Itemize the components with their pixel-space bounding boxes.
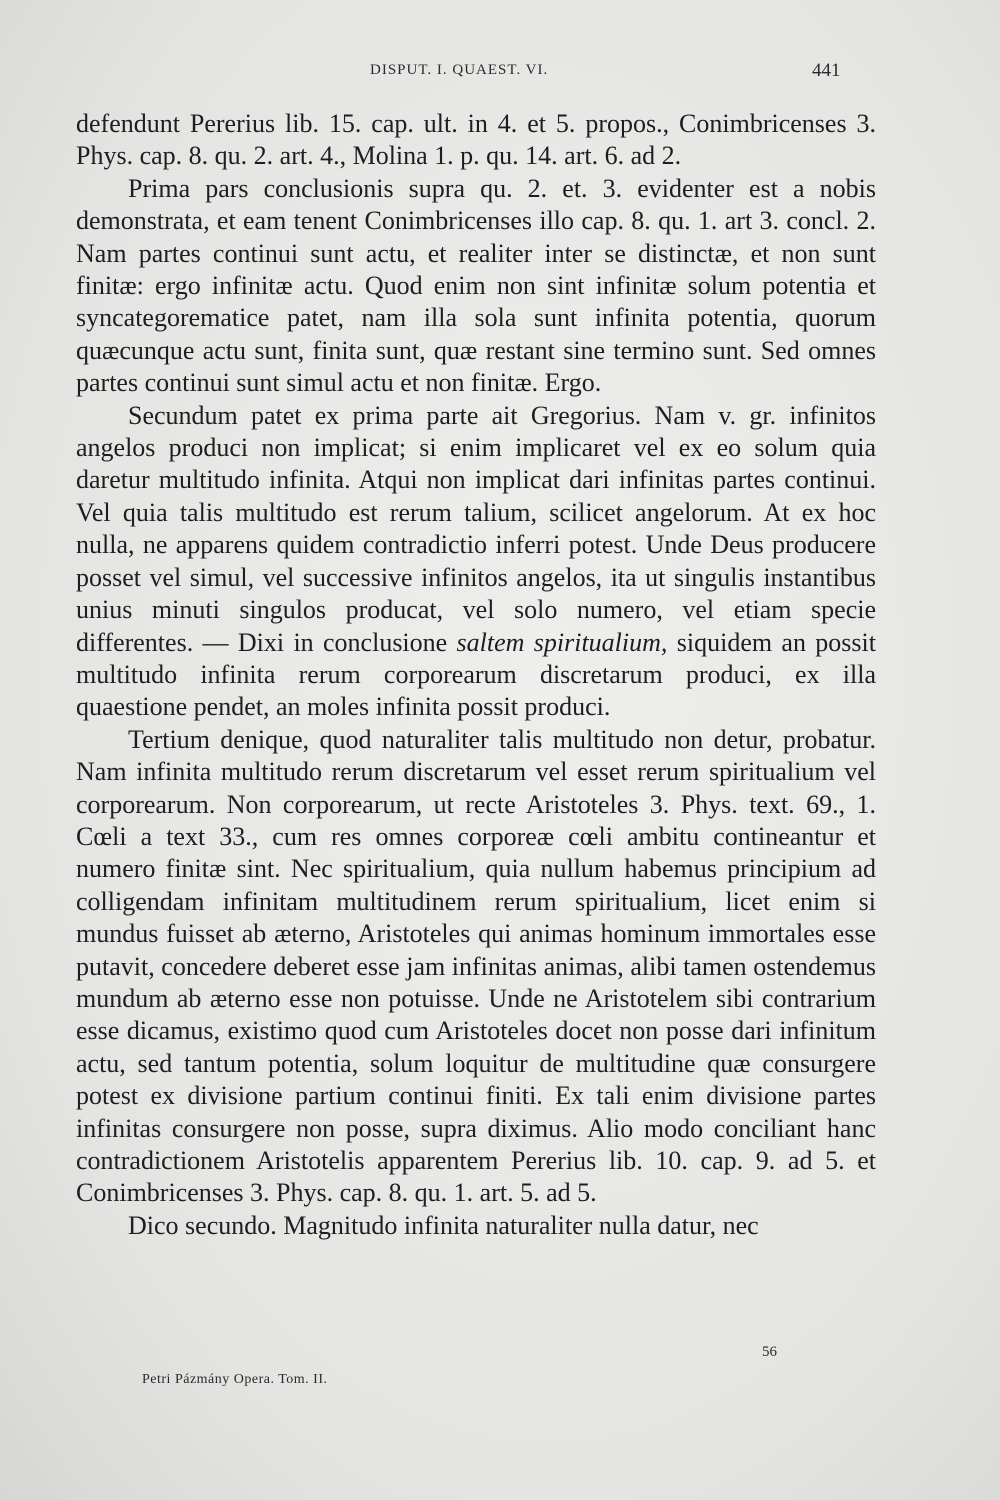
paragraph-2: Prima pars conclusionis supra qu. 2. et. 3. evidenter est a nobis demonstrata, et eam tenent Conimbricenses illo cap. 8. qu. 1. art 3. concl. 2. Nam partes continui sunt actu, et realiter inter se distinctæ, et non sunt finitæ: ergo infinitæ actu. Quod enim non sint infinitæ solum potentia et syncategorematice patet, nam illa sola sunt infinita potentia, quorum quæcunque actu sunt, finita sunt, quæ restant sine termino sunt. Sed omnes partes continui sunt simul actu et non finitæ. Ergo.: [76, 173, 876, 398]
running-head: DISPUT. I. QUAEST. VI.: [370, 62, 549, 78]
body-text: [76, 108, 876, 1242]
page-number: 441: [812, 60, 841, 81]
sheet-signature: 56: [762, 1344, 777, 1360]
paragraph-5: Dico secundo. Magnitudo infinita naturaliter nulla datur, nec: [128, 1210, 759, 1240]
footer-imprint: Petri Pázmány Opera. Tom. II.: [142, 1372, 328, 1387]
italic-phrase: saltem spiritualium,: [456, 627, 668, 657]
paragraph-3-text-b: siquidem an possit multitudo infinita rerum corporearum discretarum produci, ex illa quaestione pendet, an moles infinita possit produci.: [76, 627, 876, 722]
paragraph-4: Tertium denique, quod naturaliter talis multitudo non detur, probatur. Nam infinita multitudo rerum discretarum vel esset rerum spiritualium vel corporearum. Non corporearum, ut recte Aristoteles 3. Phys. text. 69., 1. Cœli a text 33., cum res omnes corporeæ cœli ambitu contineantur et numero finitæ sint. Nec spiritualium, quia nullum habemus principium ad colligendam infinitam multitudinem rerum spiritualium, licet enim si mundus fuisset ab æterno, Aristoteles qui animas hominum immortales esse putavit, concedere deberet esse jam infinitas animas, alibi tamen ostendemus mundum ab æterno esse non potuisse. Unde ne Aristotelem sibi contrarium esse dicamus, existimo quod cum Aristoteles docet non posse dari infinitum actu, sed tantum potentia, solum loquitur de multitudine quæ consurgere potest ex divisione partium continui finiti. Ex tali enim divisione partes infinitas consurgere non posse, supra diximus. Alio modo conciliant hanc contradictionem Aristotelis apparentem Pererius lib. 10. cap. 9. ad 5. et Conimbricenses 3. Phys. cap. 8. qu. 1. art. 5. ad 5.: [76, 724, 876, 1208]
paragraph-3-text-a: Secundum patet ex prima parte ait Gregorius. Nam v. gr. infinitos angelos produci non implicat; si enim implicaret vel ex eo solum quia daretur multitudo infinita. Atqui non implicat dari infinitas partes continui. Vel quia talis multitudo est rerum talium, scilicet angelorum. At ex hoc nulla, ne apparens quidem contradictio inferri potest. Unde Deus producere posset vel simul, vel successive infinitos angelos, ita ut singulis instantibus unius minuti singulos producat, vel solo numero, vel etiam specie differentes. — Dixi in conclusione: [76, 400, 876, 657]
paragraph-1: defendunt Pererius lib. 15. cap. ult. in 4. et 5. propos., Conimbricenses 3. Phys. cap. 8. qu. 2. art. 4., Molina 1. p. qu. 14. art. 6. ad 2.: [76, 109, 876, 171]
paragraph-3: [76, 400, 876, 724]
page-header: [0, 58, 1000, 88]
